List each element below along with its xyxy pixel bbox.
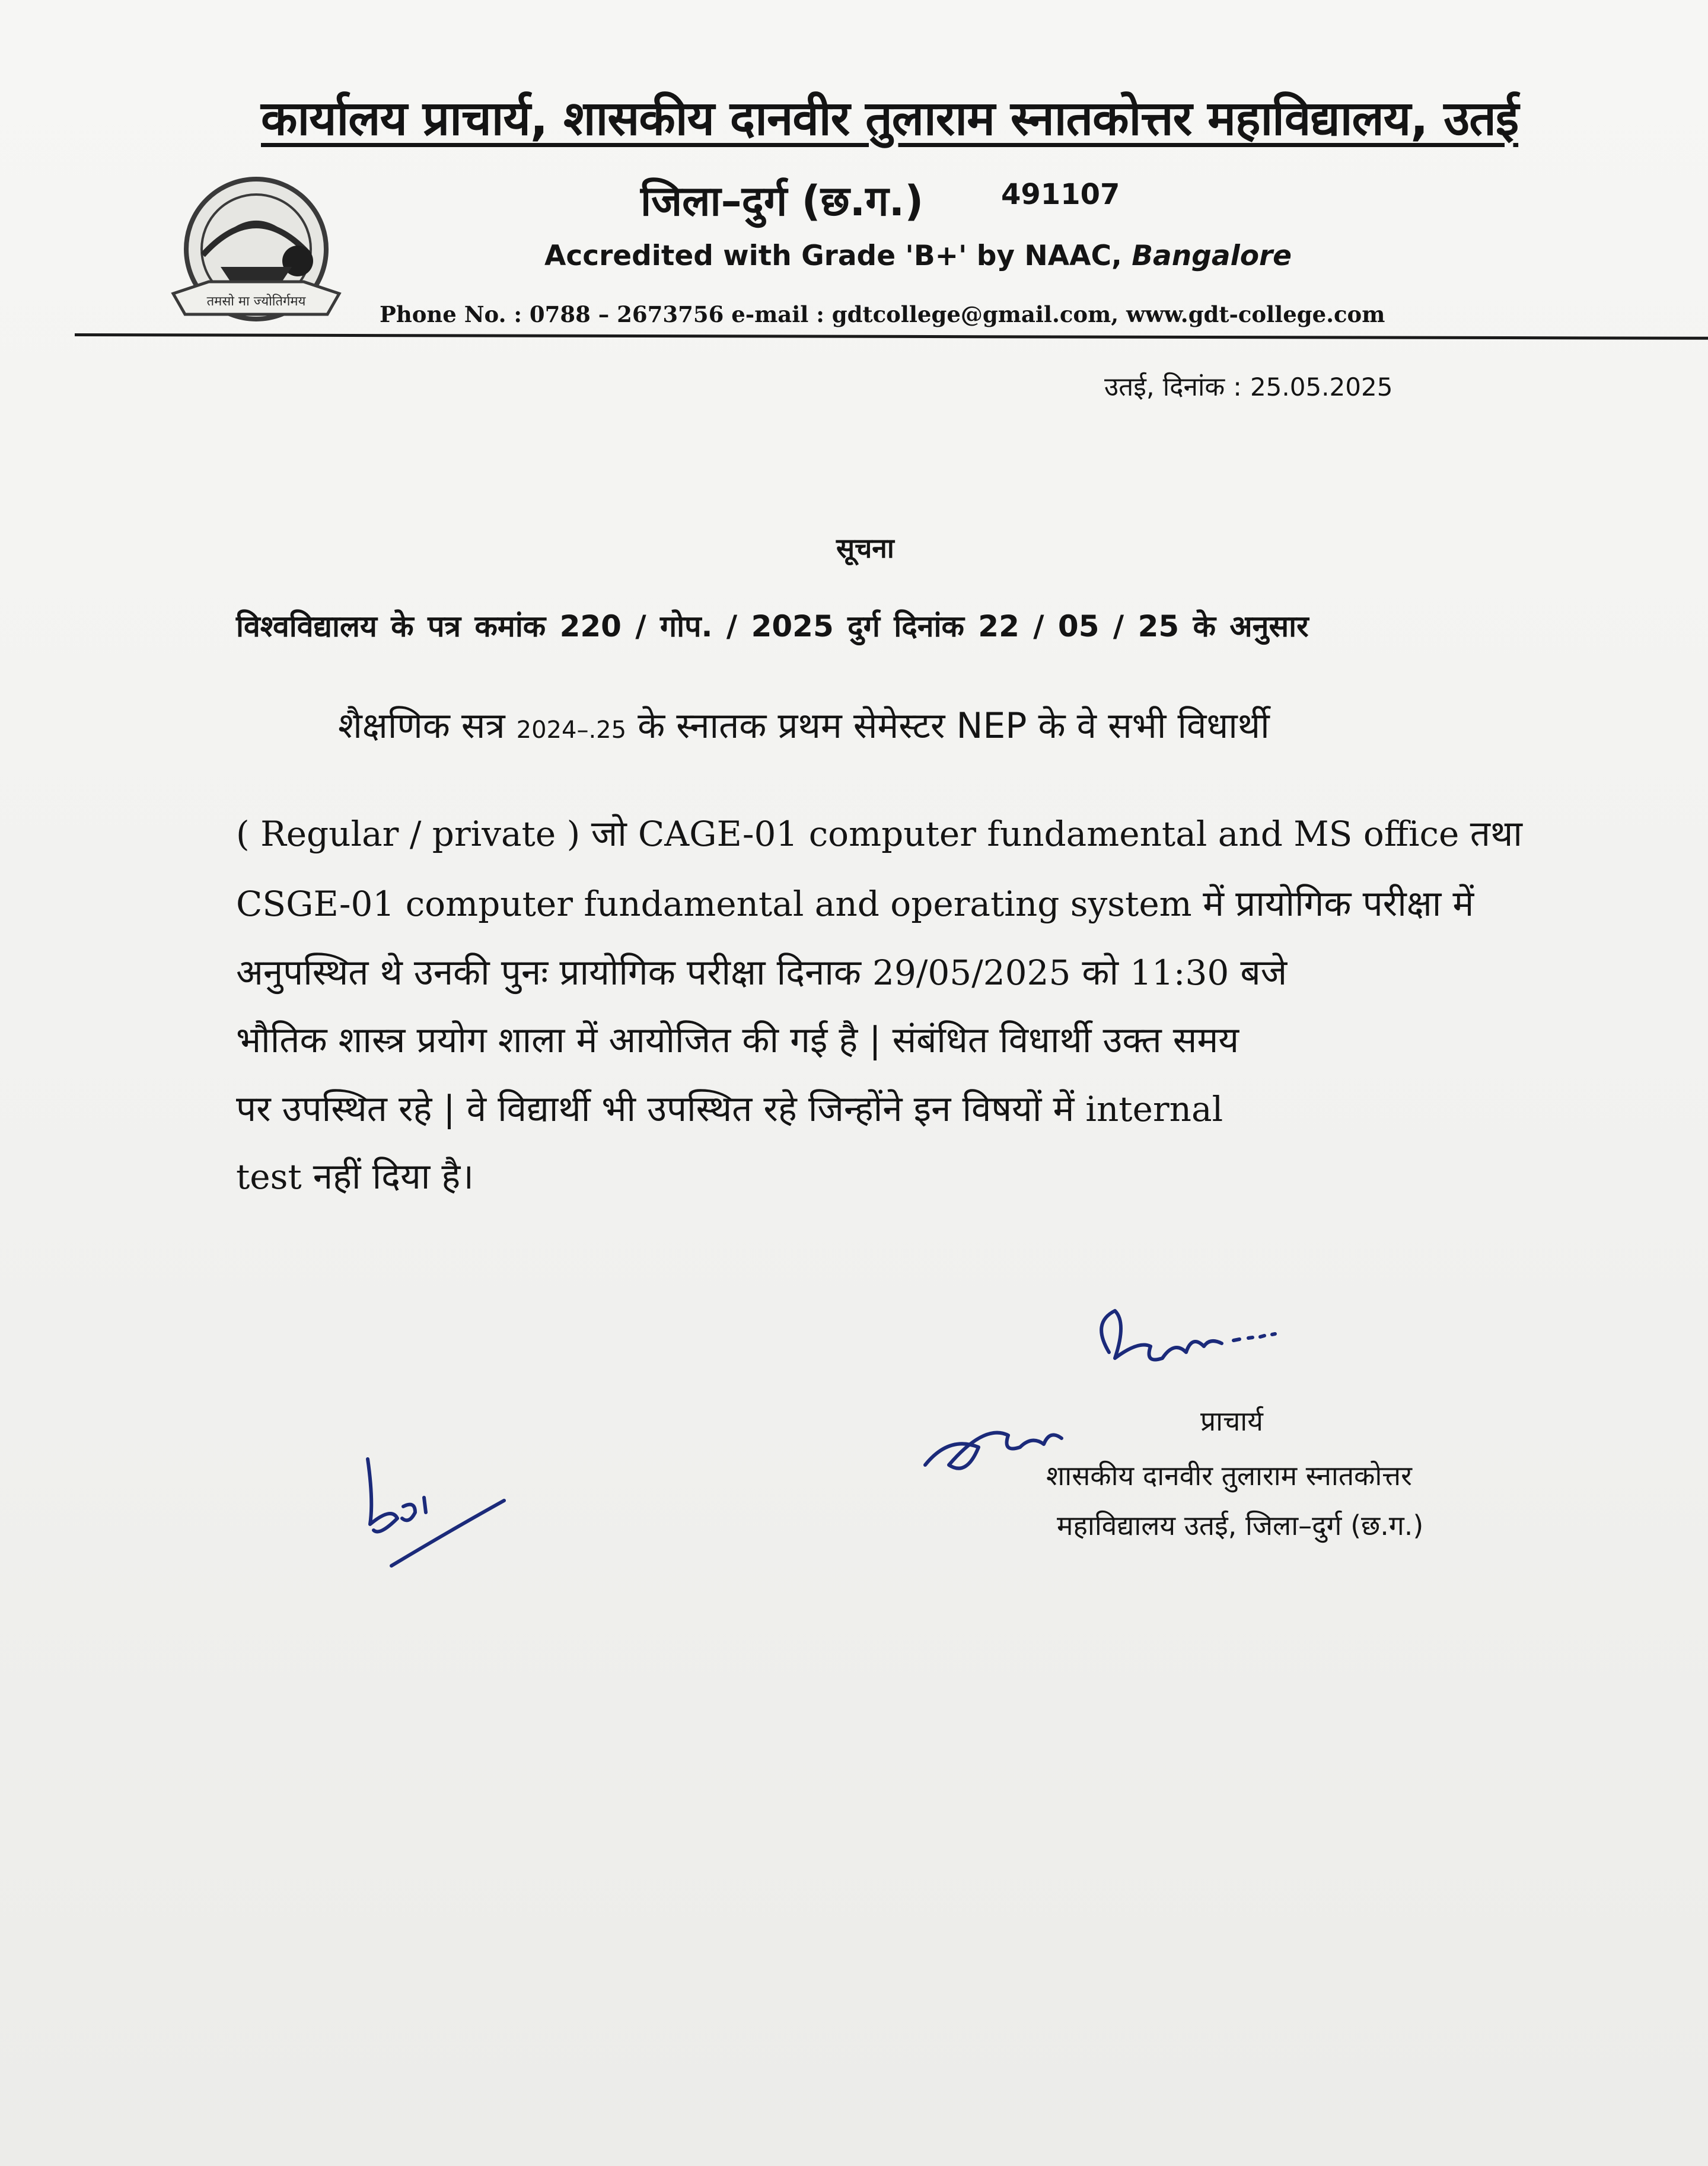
signatory-institution-line1: शासकीय दानवीर तुलाराम स्नातकोत्तर bbox=[1046, 1460, 1412, 1492]
contact-line: Phone No. : 0788 – 2673756 e-mail : gdtcollege@gmail.com, www.gdt-college.com bbox=[380, 301, 1385, 327]
pincode: 491107 bbox=[1001, 178, 1120, 211]
reference-line: विश्वविद्यालय के पत्र कमांक 220 / गोप. / 2025 दुर्ग दिनांक 22 / 05 / 25 के अनुसार bbox=[236, 609, 1309, 644]
body-line-4: अनुपस्थित थे उनकी पुनः प्रायोगिक परीक्षा दिनाक 29/05/2025 को 11:30 बजे bbox=[236, 952, 1288, 993]
notice-heading: सूचना bbox=[836, 532, 894, 564]
office-title: कार्यालय प्राचार्य, शासकीय दानवीर तुलाराम स्नातकोत्तर महाविद्यालय, उतई bbox=[261, 91, 1519, 146]
accreditation-main: Accredited with Grade 'B+' by NAAC, bbox=[544, 240, 1132, 272]
district-label: जिला–दुर्ग (छ.ग.) bbox=[640, 177, 924, 225]
body-line-7: test नहीं दिया है। bbox=[236, 1156, 474, 1197]
date-line bbox=[1104, 368, 1392, 403]
body-line-5: भौतिक शास्त्र प्रयोग शाला में आयोजित की गई है | संबंधित विधार्थी उक्त समय bbox=[236, 1020, 1239, 1061]
signatory-institution-line2: महाविद्यालय उतई, जिला–दुर्ग (छ.ग.) bbox=[1057, 1509, 1424, 1541]
date-value: 25.05.2025 bbox=[1250, 372, 1393, 402]
date-label: उतई, दिनांक : bbox=[1104, 372, 1250, 402]
body-line-1: शैक्षणिक सत्र 2024–.25 के स्नातक प्रथम सेमेस्टर NEP के वे सभी विधार्थी bbox=[338, 705, 1270, 747]
body-line-2: ( Regular / private ) जो CAGE-01 computer fundamental and MS office तथा bbox=[236, 813, 1522, 855]
accreditation-city: Bangalore bbox=[1132, 240, 1292, 272]
college-logo-icon bbox=[161, 172, 351, 332]
signatory-title: प्राचार्य bbox=[1200, 1405, 1263, 1437]
initials-signature-icon bbox=[356, 1441, 522, 1584]
svg-text:तमसो मा ज्योतिर्गमय: तमसो मा ज्योतिर्गमय bbox=[206, 294, 306, 309]
body-line-6: पर उपस्थित रहे | वे विद्यार्थी भी उपस्थित रहे जिन्होंने इन विषयों में internal bbox=[236, 1088, 1223, 1130]
header-divider bbox=[75, 333, 1708, 340]
body-line-3: CSGE-01 computer fundamental and operating system में प्रायोगिक परीक्षा में bbox=[236, 883, 1474, 925]
accreditation-line bbox=[544, 240, 1292, 272]
